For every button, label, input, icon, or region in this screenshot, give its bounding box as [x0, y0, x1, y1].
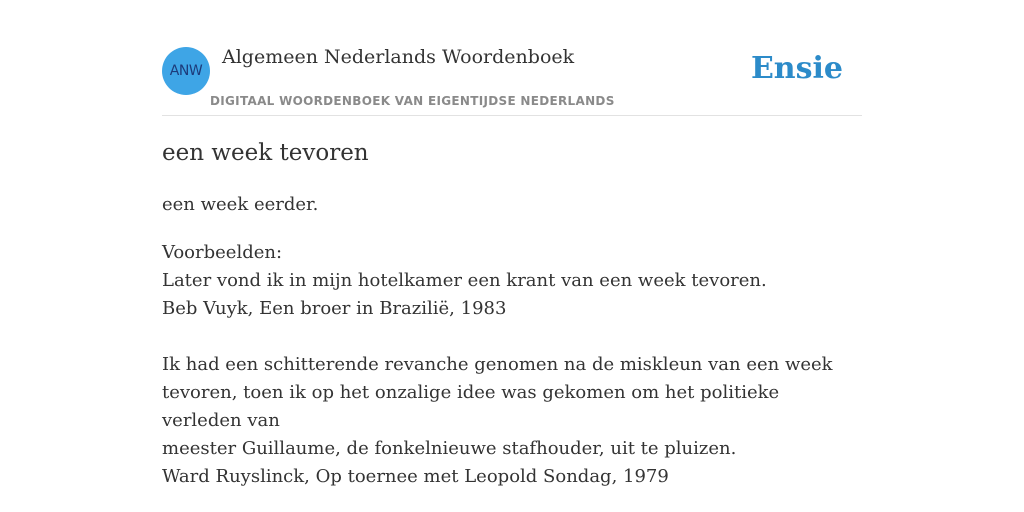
- example-source: Ward Ruyslinck, Op toernee met Leopold Sondag, 1979: [162, 466, 669, 487]
- entry-definition: een week eerder.: [162, 194, 319, 215]
- example-text-line: Ik had een schitterende revanche genomen na de miskleun van een week: [162, 354, 833, 375]
- example-text: Later vond ik in mijn hotelkamer een krant van een week tevoren.: [162, 270, 767, 291]
- site-title[interactable]: Algemeen Nederlands Woordenboek: [222, 46, 575, 68]
- entry-headword: een week tevoren: [162, 140, 369, 166]
- logo-text: ANW: [169, 63, 203, 79]
- header-divider: [162, 115, 862, 116]
- example-spacer: [162, 323, 862, 351]
- ensie-brand-logo[interactable]: Ensie: [750, 51, 843, 86]
- example-text-line: meester Guillaume, de fonkelnieuwe stafhouder, uit te pluizen.: [162, 438, 737, 459]
- examples-label: Voorbeelden:: [162, 242, 283, 263]
- site-subtitle: DIGITAAL WOORDENBOEK VAN EIGENTIJDSE NEDERLANDS: [210, 94, 615, 108]
- examples-section: [162, 239, 862, 491]
- example-source: Beb Vuyk, Een broer in Brazilië, 1983: [162, 298, 507, 319]
- anw-logo[interactable]: [162, 47, 210, 95]
- example-text-line: tevoren, toen ik op het onzalige idee was gekomen om het politieke verleden van: [162, 382, 780, 431]
